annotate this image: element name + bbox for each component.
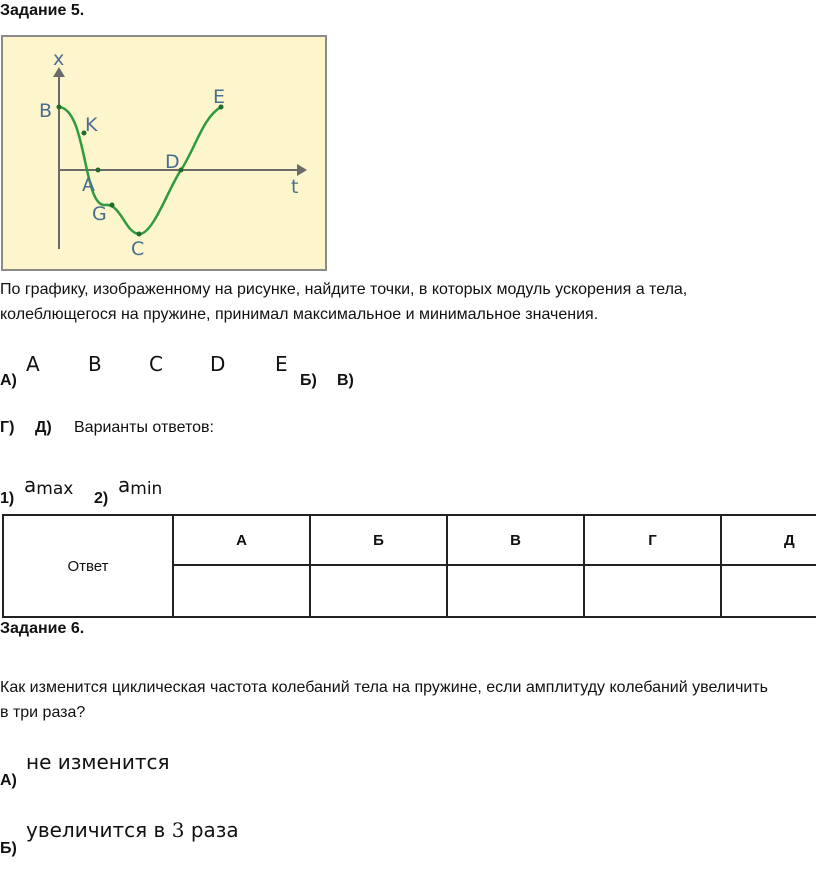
label-e: E xyxy=(213,86,226,108)
point-a xyxy=(96,168,101,173)
t-axis-label: t xyxy=(291,176,299,198)
answer-cell-a[interactable] xyxy=(173,565,310,617)
task6-option-a-text: не изменится xyxy=(26,750,170,774)
answer-cell-b[interactable] xyxy=(310,565,447,617)
x-axis-label: x xyxy=(53,48,65,70)
task5-question-line2: колеблющегося на пружине, принимал максимальное и минимальное значения. xyxy=(0,306,599,323)
point-b xyxy=(57,105,62,110)
option-v-label: В) xyxy=(337,372,354,389)
task6-option-b-label: Б) xyxy=(0,840,17,857)
answer2-main: a xyxy=(118,473,131,497)
letter-b: B xyxy=(88,352,102,376)
answer1-main: a xyxy=(24,473,37,497)
answer-cell-g[interactable] xyxy=(584,565,721,617)
label-g: G xyxy=(92,203,107,225)
letter-a: A xyxy=(26,352,40,376)
answer-header-v: В xyxy=(447,515,584,565)
answer2-sub: min xyxy=(130,479,163,499)
label-c: C xyxy=(131,238,145,260)
task6-option-b-tail: раза xyxy=(190,818,239,842)
task6-option-a-label: А) xyxy=(0,772,17,789)
answer-header-a: А xyxy=(173,515,310,565)
task6-option-b-num: 3 xyxy=(171,818,185,842)
point-c xyxy=(137,232,142,237)
answer-cell-v[interactable] xyxy=(447,565,584,617)
point-g xyxy=(110,203,115,208)
answer2-num: 2) xyxy=(94,490,109,507)
letter-e: E xyxy=(275,352,288,376)
oscillation-graph xyxy=(1,35,327,271)
answer-cell-d[interactable] xyxy=(721,565,816,617)
answer-header-d: Д xyxy=(721,515,816,565)
oscillation-graph-svg xyxy=(3,37,325,269)
label-k: K xyxy=(85,114,98,136)
t-axis-arrow xyxy=(297,164,307,176)
answer-table xyxy=(2,514,816,618)
option-b-label: Б) xyxy=(300,372,317,389)
task5-title: Задание 5. xyxy=(0,2,85,19)
task6-question-line2: в три раза? xyxy=(0,704,86,721)
answer1-sub: max xyxy=(36,479,74,499)
task6-title: Задание 6. xyxy=(0,620,85,637)
answer-header-g: Г xyxy=(584,515,721,565)
answer1-formula xyxy=(24,473,73,499)
option-d-label: Д) xyxy=(35,419,52,436)
label-d: D xyxy=(165,151,180,173)
answer-row-label: Ответ xyxy=(3,515,173,617)
task6-question-line1: Как изменится циклическая частота колебаний тела на пружине, если амплитуду колебаний увеличить xyxy=(0,679,769,696)
answer2-formula xyxy=(118,473,162,499)
letter-d: D xyxy=(210,352,226,376)
answer1-num: 1) xyxy=(0,490,15,507)
task5-question-line1: По графику, изображенному на рисунке, найдите точки, в которых модуль ускорения а тела, xyxy=(0,281,688,298)
variants-label: Варианты ответов: xyxy=(74,419,214,436)
task6-option-b xyxy=(26,818,239,842)
answer-header-b: Б xyxy=(310,515,447,565)
label-a: A xyxy=(82,174,95,196)
letter-c: C xyxy=(149,352,163,376)
option-g-label: Г) xyxy=(0,419,15,436)
label-b: B xyxy=(39,100,53,122)
task6-option-b-text: увеличится в xyxy=(26,818,166,842)
option-a-label: А) xyxy=(0,372,17,389)
